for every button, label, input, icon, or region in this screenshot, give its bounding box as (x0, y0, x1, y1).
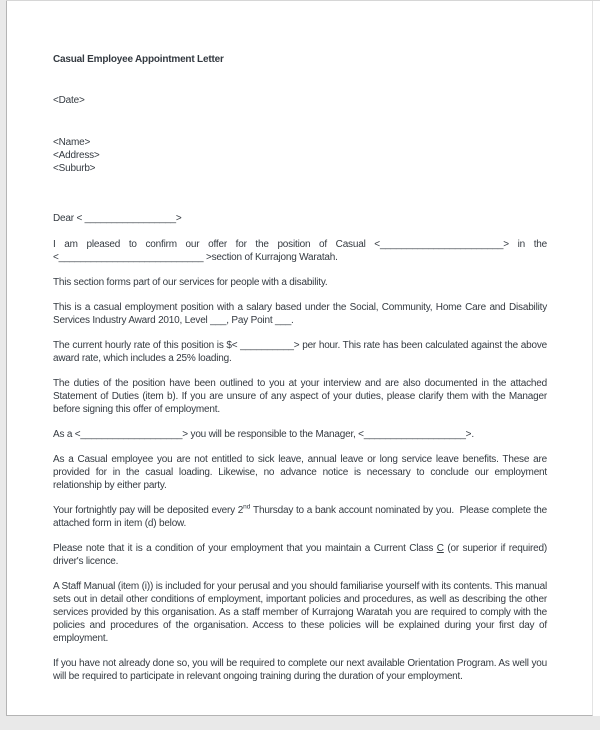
pay-text-after-superscript: Thursday to a bank account nominated by you. Please complete the attached form in item (d) below. (53, 505, 547, 529)
recipient-address: <Address> (53, 150, 100, 161)
paragraph-fortnightly-pay (53, 504, 547, 530)
paragraph-duties: The duties of the position have been outlined to you at your interview and are also documented in the attached Statement of Duties (item b). If you are unsure of any aspect of your duties, please clarify them with the Manager before signing this offer of employment. (53, 378, 547, 415)
ordinal-superscript: nd (243, 503, 251, 511)
recipient-address-block (53, 136, 547, 175)
letter-page (6, 1, 593, 716)
date-placeholder: <Date> (53, 95, 85, 106)
pay-text-before-superscript: Your fortnightly pay will be deposited every 2 (53, 505, 244, 516)
salutation: Dear < _________________> (53, 213, 182, 224)
paragraph-position-offer: I am pleased to confirm our offer for the position of Casual <_______________________> in the <___________________________ >section of Kurrajong Waratah. (53, 239, 547, 263)
paragraph-casual-entitlements: As a Casual employee you are not entitled to sick leave, annual leave or long service leave benefits. These are provided for in the casual loading. Likewise, no advance notice is necessary to conclude our employment relationship by either party. (53, 454, 547, 491)
recipient-name: <Name> (53, 137, 91, 148)
paragraph-orientation: If you have not already done so, you will be required to complete our next available Orientation Program. As well you will be required to participate in relevant ongoing training during the duration of your employment. (53, 658, 547, 682)
document-title: Casual Employee Appointment Letter (53, 54, 224, 65)
paragraph-disability-services-note: This section forms part of our services for people with a disability. (53, 277, 328, 288)
paragraph-reporting-line: As a <___________________> you will be responsible to the Manager, <___________________>. (53, 429, 474, 440)
paragraph-award: This is a casual employment position with a salary based under the Social, Community, Home Care and Disability Services Industry Award 2010, Level ___, Pay Point ___. (53, 302, 547, 326)
licence-text-after: (or superior if required) driver's licence. (53, 543, 547, 567)
licence-class-underlined: C (436, 543, 444, 554)
licence-text-before: Please note that it is a condition of your employment that you maintain a Current Class (53, 543, 437, 554)
recipient-suburb: <Suburb> (53, 163, 96, 174)
paragraph-drivers-licence (53, 542, 547, 568)
paragraph-staff-manual: A Staff Manual (item (i)) is included for your perusal and you should familiarise yourself with its contents. This manual sets out in detail other conditions of employment, important policies and procedures, as well as describing the other services provided by this organisation. As a staff member of Kurrajong Waratah you are required to comply with the policies and procedures of the organisation. Access to these policies will be explained during your first day of employment. (53, 581, 547, 644)
paragraph-hourly-rate: The current hourly rate of this position is $< __________> per hour. This rate has been calculated against the above award rate, which includes a 25% loading. (53, 340, 547, 364)
page-margin-bottom (0, 716, 600, 730)
